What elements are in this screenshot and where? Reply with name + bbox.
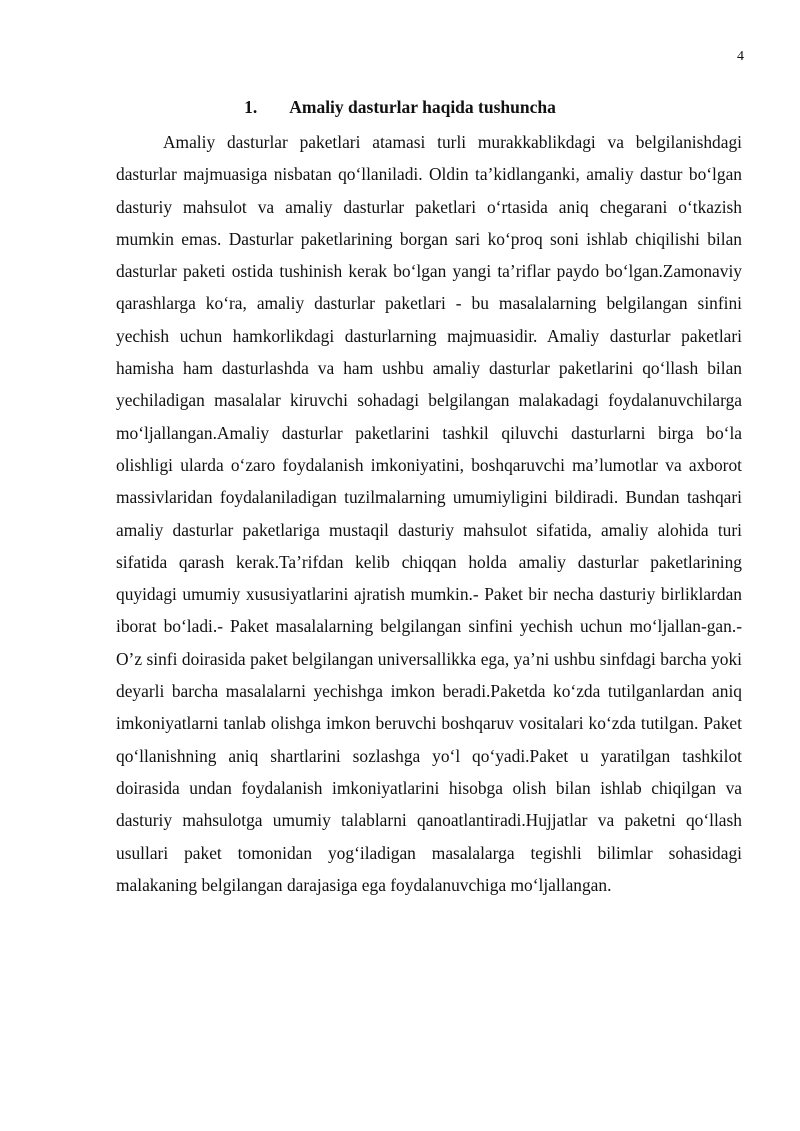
body-paragraph: Amaliy dasturlar paketlari atamasi turli murakkablikdagi va belgilanishdagi dasturlar majmuasiga nisbatan qo‘llaniladi. Oldin ta’kidlanganki, amaliy dastur bo‘lgan dasturiy mahsulot va amaliy dasturlar paketlari o‘rtasida aniq chegarani o‘tkazish mumkin emas. Dasturlar paketlarining borgan sari ko‘proq soni ishlab chiqilishi bilan dasturlar paketi ostida tushinish kerak bo‘lgan yangi ta’riflar paydo bo‘lgan.Zamonaviy qarashlarga ko‘ra, amaliy dasturlar paketlari - bu masalalarning belgilangan sinfini yechish uchun hamkorlikdagi dasturlarning majmuasidir. Amaliy dasturlar paketlari hamisha ham dasturlashda va ham ushbu amaliy dasturlar paketlarini qo‘llash bilan yechiladigan masalalar kiruvchi sohadagi belgilangan malakadagi foydalanuvchilarga mo‘ljallangan.Amaliy dasturlar paketlarini tashkil qiluvchi dasturlarni birga bo‘la olishligi ularda o‘zaro foydalanish imkoniyatini, boshqaruvchi ma’lumotlar va axborot massivlaridan foydalaniladigan tuzilmalarning umumiyligini bildiradi. Bundan tashqari amaliy dasturlar paketlariga mustaqil dasturiy mahsulot sifatida, amaliy alohida turi sifatida qarash kerak.Ta’rifdan kelib chiqqan holda amaliy dasturlar paketlarining quyidagi umumiy xususiyatlarini ajratish mumkin.- Paket bir necha dasturiy birliklardan iborat bo‘ladi.- Paket masalalarning belgilangan sinfini yechish uchun mo‘ljallan-gan.- O’z sinfi doirasida paket belgilangan universallikka ega, ya’ni ushbu sinfdagi barcha yoki deyarli barcha masalalarni yechishga imkon beradi.Paketda ko‘zda tutilganlardan aniq imkoniyatlarni tanlab olishga imkon beruvchi boshqaruv vositalari ko‘zda tutilgan. Paket qo‘llanishning aniq shartlarini sozlashga yo‘l qo‘yadi.Paket u yaratilgan tashkilot doirasida undan foydalanish imkoniyatlarini hisobga olish bilan ishlab chiqilgan va dasturiy mahsulotga umumiy talablarni qanoatlantiradi.Hujjatlar va paketni qo‘llash usullari paket tomonidan yog‘iladigan masalalarga tegishli bilimlar sohasidagi malakaning belgilangan darajasiga ega foydalanuvchiga mo‘ljallangan. bbox=[116, 132, 742, 895]
section-number: 1. bbox=[244, 97, 258, 117]
section-heading bbox=[0, 95, 800, 119]
page-number: 4 bbox=[737, 49, 744, 64]
section-title: Amaliy dasturlar haqida tushuncha bbox=[289, 97, 556, 117]
